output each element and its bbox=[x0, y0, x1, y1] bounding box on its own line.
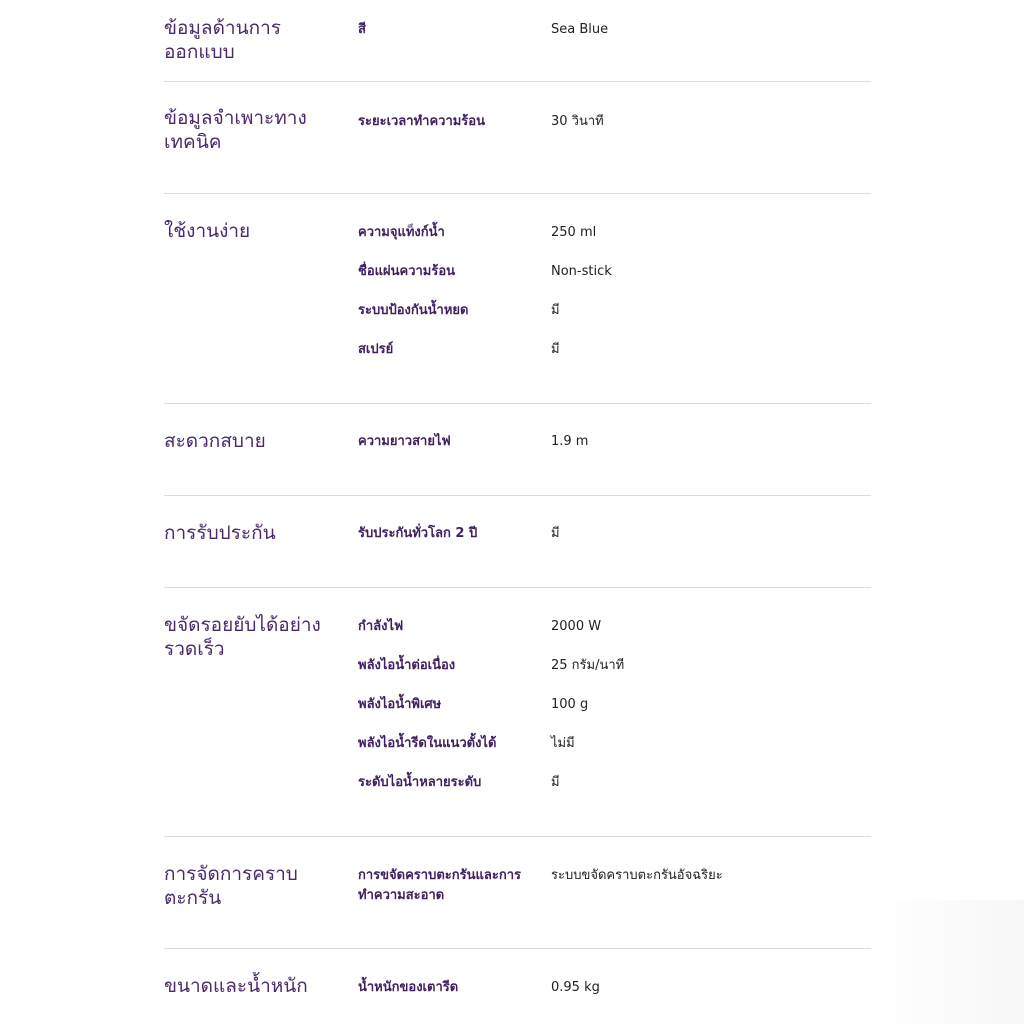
spec-value: ระบบขจัดคราบตะกรันอัจฉริยะ bbox=[551, 868, 723, 883]
spec-label: สเปรย์ bbox=[358, 342, 394, 357]
spec-label: ระบบป้องกันน้ำหยด bbox=[358, 303, 469, 318]
section-fast-wrinkle-removal bbox=[164, 588, 871, 837]
spec-row bbox=[358, 978, 871, 1017]
spec-label: ความจุแท็งก์น้ำ bbox=[358, 225, 445, 240]
spec-rows bbox=[358, 20, 871, 59]
spec-label: ระดับไอน้ำหลายระดับ bbox=[358, 775, 482, 790]
spec-label: พลังไอน้ำรีดในแนวตั้งได้ bbox=[358, 736, 497, 751]
spec-rows bbox=[358, 978, 871, 1017]
spec-row bbox=[358, 20, 871, 59]
spec-value: 30 วินาที bbox=[551, 114, 604, 129]
spec-row bbox=[358, 656, 871, 695]
section-size-weight bbox=[164, 949, 871, 1029]
spec-label: การขจัดคราบตะกรันและการทำความสะอาด bbox=[358, 868, 521, 903]
spec-rows bbox=[358, 524, 871, 563]
spec-row bbox=[358, 617, 871, 656]
spec-row bbox=[358, 773, 871, 812]
section-ease-of-use bbox=[164, 194, 871, 404]
spec-row bbox=[358, 340, 871, 379]
spec-value: 0.95 kg bbox=[551, 980, 600, 995]
section-title: การรับประกัน bbox=[164, 522, 276, 544]
spec-value: ไม่มี bbox=[551, 736, 575, 751]
section-title: ข้อมูลจำเพาะทางเทคนิค bbox=[164, 107, 307, 153]
spec-row bbox=[358, 695, 871, 734]
spec-value: มี bbox=[551, 775, 560, 790]
spec-label: พลังไอน้ำพิเศษ bbox=[358, 697, 442, 712]
spec-label: รับประกันทั่วโลก 2 ปี bbox=[358, 526, 478, 541]
spec-label: ความยาวสายไฟ bbox=[358, 434, 451, 449]
section-tech-spec bbox=[164, 82, 871, 194]
spec-value: 1.9 m bbox=[551, 434, 589, 449]
spec-row bbox=[358, 432, 871, 471]
section-title: ขนาดและน้ำหนัก bbox=[164, 975, 308, 997]
spec-row bbox=[358, 301, 871, 340]
spec-row bbox=[358, 734, 871, 773]
section-design bbox=[164, 0, 871, 82]
section-convenience bbox=[164, 404, 871, 496]
spec-value: Sea Blue bbox=[551, 22, 609, 37]
spec-value: 100 g bbox=[551, 697, 589, 712]
spec-rows bbox=[358, 866, 871, 910]
section-title: การจัดการคราบตะกรัน bbox=[164, 863, 298, 909]
section-title: ใช้งานง่าย bbox=[164, 220, 251, 242]
spec-row bbox=[358, 866, 871, 910]
spec-row bbox=[358, 112, 871, 151]
section-warranty bbox=[164, 496, 871, 588]
spec-value: Non-stick bbox=[551, 264, 612, 279]
spec-value: 25 กรัม/นาที bbox=[551, 658, 625, 673]
background-fade bbox=[871, 900, 1024, 1024]
spec-row bbox=[358, 524, 871, 563]
spec-label: สี bbox=[358, 22, 366, 37]
spec-label: น้ำหนักของเตารีด bbox=[358, 980, 459, 995]
spec-row bbox=[358, 262, 871, 301]
spec-rows bbox=[358, 432, 871, 471]
spec-rows bbox=[358, 223, 871, 379]
spec-rows bbox=[358, 617, 871, 812]
spec-value: มี bbox=[551, 526, 560, 541]
spec-value: 250 ml bbox=[551, 225, 597, 240]
spec-row bbox=[358, 223, 871, 262]
section-title: ข้อมูลด้านการออกแบบ bbox=[164, 17, 281, 63]
section-title: ขจัดรอยยับได้อย่างรวดเร็ว bbox=[164, 614, 321, 660]
spec-value: 2000 W bbox=[551, 619, 602, 634]
spec-label: กำลังไฟ bbox=[358, 619, 404, 634]
spec-rows bbox=[358, 112, 871, 151]
spec-value: มี bbox=[551, 303, 560, 318]
spec-label: ชื่อแผ่นความร้อน bbox=[358, 264, 456, 279]
section-scale-management bbox=[164, 837, 871, 949]
spec-value: มี bbox=[551, 342, 560, 357]
section-title: สะดวกสบาย bbox=[164, 430, 266, 452]
spec-label: พลังไอน้ำต่อเนื่อง bbox=[358, 658, 456, 673]
spec-label: ระยะเวลาทำความร้อน bbox=[358, 114, 485, 129]
spec-table bbox=[164, 0, 871, 1029]
